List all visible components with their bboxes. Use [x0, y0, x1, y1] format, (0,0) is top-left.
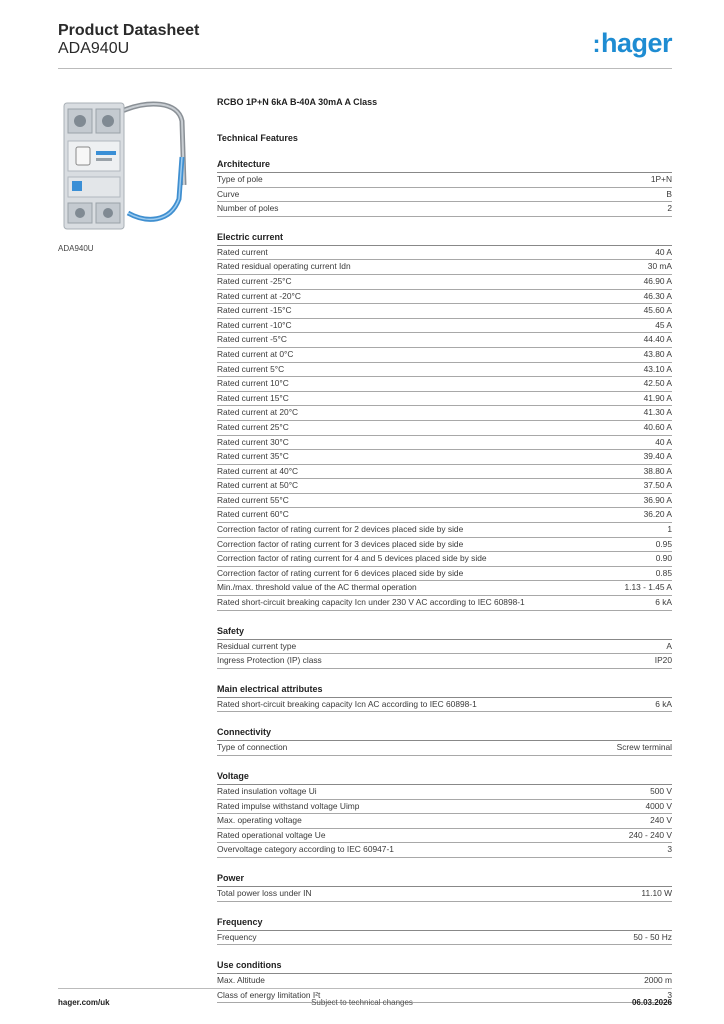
spec-label: Rated current -25°C	[217, 275, 292, 286]
spec-value: 4000 V	[645, 800, 672, 811]
spec-row	[217, 843, 672, 858]
spec-label: Rated current 35°C	[217, 451, 289, 462]
spec-value: 30 mA	[647, 261, 672, 272]
spec-label: Residual current type	[217, 640, 297, 651]
spec-row	[217, 829, 672, 844]
document-title: Product Datasheet	[58, 22, 200, 39]
feature-sections	[217, 159, 672, 1003]
footer-divider	[58, 988, 672, 989]
spec-row	[217, 465, 672, 480]
spec-value: 0.95	[655, 538, 672, 549]
spec-label: Rated current 10°C	[217, 378, 289, 389]
spec-row	[217, 640, 672, 655]
spec-label: Total power loss under IN	[217, 887, 312, 898]
spec-value: IP20	[654, 655, 672, 666]
spec-label: Rated short-circuit breaking capacity Icn AC according to IEC 60898-1	[217, 698, 477, 709]
section-title: Electric current	[217, 232, 672, 246]
footer-notice: Subject to technical changes	[311, 998, 413, 1007]
spec-row	[217, 421, 672, 436]
section-voltage	[217, 771, 672, 858]
section-title: Voltage	[217, 771, 672, 785]
spec-row	[217, 654, 672, 669]
spec-label: Rated current at 20°C	[217, 407, 299, 418]
spec-label: Rated current -10°C	[217, 319, 292, 330]
spec-row	[217, 508, 672, 523]
spec-row	[217, 785, 672, 800]
page-header	[58, 22, 672, 58]
spec-value: 40 A	[655, 436, 672, 447]
spec-value: 37.50 A	[643, 480, 672, 491]
spec-label: Rated current at 0°C	[217, 348, 294, 359]
spec-label: Type of connection	[217, 742, 288, 753]
section-safety	[217, 626, 672, 669]
spec-label: Rated current 30°C	[217, 436, 289, 447]
spec-label: Correction factor of rating current for 6 devices placed side by side	[217, 567, 464, 578]
technical-content	[217, 97, 672, 1003]
spec-label: Rated current at 40°C	[217, 465, 299, 476]
spec-row	[217, 202, 672, 217]
product-image	[58, 95, 198, 239]
spec-row	[217, 800, 672, 815]
section-title: Architecture	[217, 159, 672, 173]
spec-row	[217, 552, 672, 567]
spec-label: Max. Altitude	[217, 975, 265, 986]
spec-value: B	[666, 188, 672, 199]
spec-value: 43.10 A	[643, 363, 672, 374]
spec-value: 1P+N	[650, 174, 672, 184]
spec-label: Rated current 15°C	[217, 392, 289, 403]
spec-value: 3	[667, 989, 672, 1000]
product-name: RCBO 1P+N 6kA B-40A 30mA A Class	[217, 97, 378, 107]
spec-label: Rated current 60°C	[217, 509, 289, 520]
spec-label: Rated current 55°C	[217, 494, 289, 505]
spec-row	[217, 450, 672, 465]
spec-label: Rated insulation voltage Ui	[217, 786, 317, 796]
spec-row	[217, 581, 672, 596]
section-electric-current	[217, 232, 672, 611]
spec-label: Rated operational voltage Ue	[217, 829, 326, 840]
section-title: Use conditions	[217, 960, 672, 974]
spec-label: Rated impulse withstand voltage Uimp	[217, 800, 360, 811]
section-title: Safety	[217, 626, 672, 640]
spec-row	[217, 538, 672, 553]
spec-row	[217, 479, 672, 494]
technical-features-title: Technical Features	[217, 133, 298, 143]
spec-label: Curve	[217, 188, 240, 199]
spec-value: 36.20 A	[643, 509, 672, 520]
spec-label: Number of poles	[217, 203, 279, 214]
spec-row	[217, 363, 672, 378]
spec-row	[217, 333, 672, 348]
spec-row	[217, 319, 672, 334]
spec-row	[217, 523, 672, 538]
spec-value: 40 A	[655, 246, 672, 257]
spec-row	[217, 814, 672, 829]
spec-label: Class of energy limitation I²t	[217, 989, 321, 1000]
spec-row	[217, 596, 672, 611]
section-title: Connectivity	[217, 727, 672, 741]
spec-row	[217, 698, 672, 713]
spec-row	[217, 275, 672, 290]
image-caption: ADA940U	[58, 244, 94, 253]
spec-row	[217, 173, 672, 188]
section-frequency	[217, 917, 672, 946]
spec-value: 6 kA	[655, 698, 672, 709]
spec-row	[217, 974, 672, 989]
spec-value: 45 A	[655, 319, 672, 330]
spec-value: 36.90 A	[643, 494, 672, 505]
spec-label: Overvoltage category according to IEC 60947-1	[217, 844, 394, 855]
spec-label: Rated current 25°C	[217, 421, 289, 432]
section-title: Power	[217, 873, 672, 887]
spec-value: 3	[667, 844, 672, 855]
spec-row	[217, 304, 672, 319]
spec-label: Correction factor of rating current for 4 and 5 devices placed side by side	[217, 553, 487, 564]
footer-website[interactable]: hager.com/uk	[58, 998, 110, 1007]
spec-value: 240 - 240 V	[628, 829, 672, 840]
spec-label: Rated current at 50°C	[217, 480, 299, 491]
logo-text: hager	[600, 28, 672, 58]
spec-value: 38.80 A	[643, 465, 672, 476]
spec-value: 43.80 A	[643, 348, 672, 359]
spec-value: 41.30 A	[643, 407, 672, 418]
spec-value: 46.90 A	[643, 275, 672, 286]
spec-label: Type of pole	[217, 174, 263, 184]
spec-label: Rated current -15°C	[217, 305, 292, 316]
spec-value: 1	[667, 524, 672, 535]
spec-value: 46.30 A	[643, 290, 672, 301]
spec-value: 11.10 W	[641, 887, 672, 898]
spec-row	[217, 931, 672, 946]
spec-label: Rated current -5°C	[217, 334, 287, 345]
spec-label: Frequency	[217, 931, 257, 942]
spec-label: Rated current at -20°C	[217, 290, 301, 301]
footer-date: 06.03.2026	[631, 998, 672, 1007]
spec-label: Rated residual operating current Idn	[217, 261, 351, 272]
spec-label: Rated short-circuit breaking capacity Icn under 230 V AC according to IEC 60898-1	[217, 597, 525, 608]
spec-row	[217, 436, 672, 451]
spec-value: 2000 m	[644, 975, 672, 986]
spec-value: 50 - 50 Hz	[633, 931, 672, 942]
spec-value: A	[666, 640, 672, 651]
spec-row	[217, 348, 672, 363]
spec-value: Screw terminal	[616, 742, 672, 753]
spec-value: 1.13 - 1.45 A	[624, 582, 672, 593]
spec-label: Rated current 5°C	[217, 363, 285, 374]
spec-row	[217, 392, 672, 407]
spec-value: 240 V	[650, 815, 672, 826]
spec-label: Correction factor of rating current for 2 devices placed side by side	[217, 524, 464, 535]
section-connectivity	[217, 727, 672, 756]
hager-logo: :hager	[592, 28, 672, 58]
spec-value: 500 V	[650, 786, 672, 796]
spec-row	[217, 290, 672, 305]
spec-value: 0.90	[655, 553, 672, 564]
spec-value: 45.60 A	[643, 305, 672, 316]
spec-value: 42.50 A	[643, 378, 672, 389]
spec-value: 44.40 A	[643, 334, 672, 345]
section-main-electrical-attributes	[217, 684, 672, 713]
spec-label: Rated current	[217, 246, 268, 257]
spec-value: 41.90 A	[643, 392, 672, 403]
spec-row	[217, 377, 672, 392]
spec-label: Ingress Protection (IP) class	[217, 655, 322, 666]
spec-row	[217, 741, 672, 756]
product-reference: ADA940U	[58, 40, 130, 57]
spec-value: 6 kA	[655, 597, 672, 608]
section-power	[217, 873, 672, 902]
spec-value: 0.85	[655, 567, 672, 578]
spec-row	[217, 246, 672, 261]
spec-row	[217, 188, 672, 203]
spec-value: 40.60 A	[643, 421, 672, 432]
section-use-conditions	[217, 960, 672, 1003]
spec-label: Min./max. threshold value of the AC thermal operation	[217, 582, 417, 593]
section-title: Frequency	[217, 917, 672, 931]
spec-value: 39.40 A	[643, 451, 672, 462]
spec-row	[217, 887, 672, 902]
section-title: Main electrical attributes	[217, 684, 672, 698]
spec-label: Max. operating voltage	[217, 815, 302, 826]
spec-label: Correction factor of rating current for 3 devices placed side by side	[217, 538, 464, 549]
spec-row	[217, 494, 672, 509]
spec-row	[217, 260, 672, 275]
section-architecture	[217, 159, 672, 217]
spec-row	[217, 567, 672, 582]
spec-value: 2	[667, 203, 672, 214]
header-divider	[58, 68, 672, 69]
spec-row	[217, 406, 672, 421]
